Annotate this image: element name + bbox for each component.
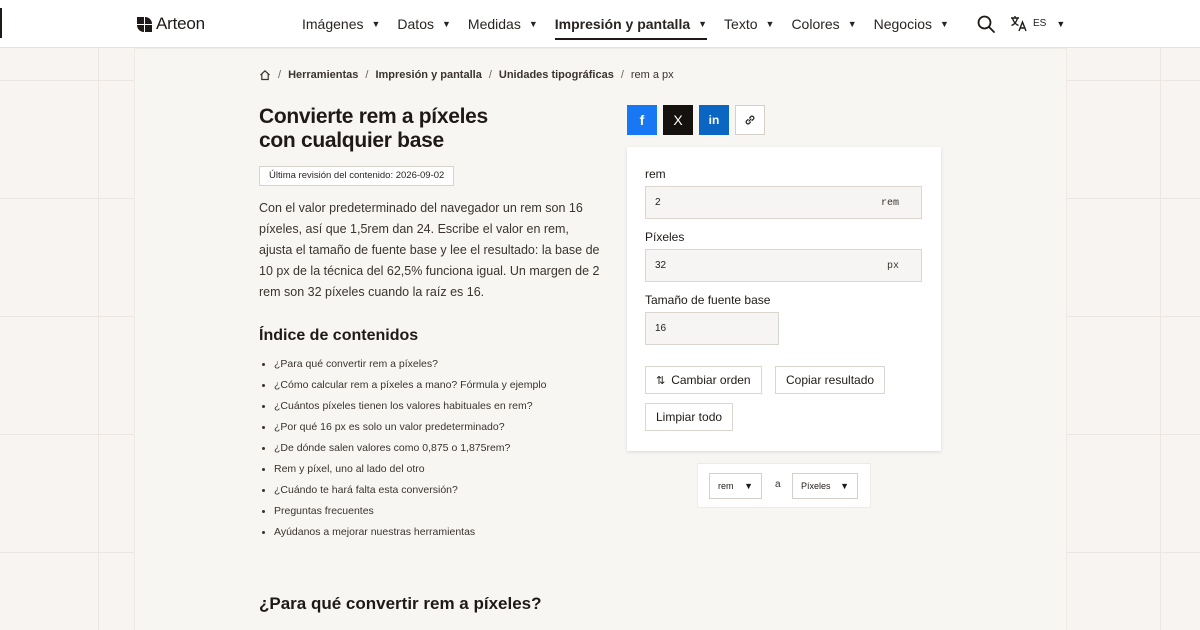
toc-item[interactable]: ¿Por qué 16 px es solo un valor predeterminado? <box>259 417 547 438</box>
toc-item[interactable]: ¿Cuándo te hará falta esta conversión? <box>259 480 547 501</box>
nav-item-impresion[interactable] <box>555 14 707 34</box>
breadcrumb-separator: / <box>620 69 624 81</box>
section-title: ¿Para qué convertir rem a píxeles? <box>259 594 542 613</box>
unit-selector <box>698 464 870 507</box>
linkedin-icon: in <box>708 113 720 127</box>
logo-icon <box>137 17 152 32</box>
from-unit-select[interactable] <box>709 473 762 499</box>
nav-item-medidas[interactable] <box>468 14 538 34</box>
to-unit-value: Píxeles <box>801 481 831 491</box>
intro-paragraph: Con el valor predeterminado del navegador un rem son 16 píxeles, así que 1,5rem dan 24. Escribe el valor en rem, ajusta el tamaño de fuente base y lee el resultado: la base de 10 px de la técnica del 62,5% funciona igual. Un margen de 2 rem son 32 píxeles cuando la raíz es 16. <box>259 201 600 299</box>
rem-unit: rem <box>880 198 899 209</box>
clear-all-button[interactable] <box>645 403 733 431</box>
copy-label: Copiar resultado <box>786 373 875 387</box>
toc-item[interactable]: ¿Cuántos píxeles tienen los valores habituales en rem? <box>259 396 547 417</box>
toc-item[interactable]: ¿Cómo calcular rem a píxeles a mano? Fórmula y ejemplo <box>259 375 547 396</box>
swap-icon: ⇅ <box>656 374 666 387</box>
toc-item[interactable]: ¿Para qué convertir rem a píxeles? <box>259 354 547 375</box>
main-nav <box>302 0 966 48</box>
breadcrumb-separator: / <box>365 69 369 81</box>
linkedin-share-button[interactable] <box>699 105 729 135</box>
swap-label: Cambiar orden <box>671 373 751 387</box>
toc-item[interactable]: Ayúdanos a mejorar nuestras herramientas <box>259 522 547 543</box>
caret-down-icon: ▼ <box>765 19 775 29</box>
search-icon[interactable] <box>976 14 996 34</box>
home-icon[interactable] <box>259 69 271 81</box>
to-unit-select[interactable] <box>792 473 858 499</box>
toc-item[interactable]: Rem y píxel, uno al lado del otro <box>259 459 547 480</box>
nav-label: Colores <box>791 16 840 32</box>
caret-down-icon: ▼ <box>1056 18 1066 29</box>
page-title-line1: Convierte rem a píxeles <box>259 105 488 128</box>
translate-icon <box>1010 15 1027 32</box>
clear-label: Limpiar todo <box>656 410 723 424</box>
rem-label: rem <box>645 167 666 181</box>
caret-down-icon: ▼ <box>847 19 857 29</box>
caret-down-icon: ▼ <box>939 19 949 29</box>
converter-panel <box>627 147 941 451</box>
language-code: ES <box>1033 18 1047 29</box>
px-label: Píxeles <box>645 230 685 244</box>
base-field[interactable] <box>645 312 779 345</box>
nav-label: Medidas <box>467 16 521 32</box>
nav-label: Imágenes <box>302 16 364 32</box>
brand-logo[interactable] <box>137 14 205 34</box>
copy-link-button[interactable] <box>735 105 765 135</box>
nav-label: Negocios <box>873 16 932 32</box>
share-bar <box>627 105 765 135</box>
window-edge <box>0 8 2 38</box>
table-of-contents <box>259 354 547 543</box>
px-unit: px <box>886 261 899 272</box>
caret-down-icon: ▼ <box>840 481 849 491</box>
base-label: Tamaño de fuente base <box>645 293 771 307</box>
caret-down-icon: ▼ <box>441 19 451 29</box>
brand-name: Arteon <box>156 14 205 33</box>
breadcrumb <box>259 69 674 81</box>
breadcrumb-impresion[interactable]: Impresión y pantalla <box>375 69 482 81</box>
nav-item-colores[interactable] <box>791 14 856 34</box>
nav-item-negocios[interactable] <box>874 14 949 34</box>
x-icon: X <box>673 112 683 128</box>
caret-down-icon: ▼ <box>528 19 538 29</box>
nav-item-datos[interactable] <box>397 14 451 34</box>
nav-item-texto[interactable] <box>724 14 774 34</box>
swap-button[interactable] <box>645 366 762 394</box>
unit-connector: a <box>775 479 781 490</box>
caret-down-icon: ▼ <box>371 19 381 29</box>
toc-item[interactable]: ¿De dónde salen valores como 0,875 o 1,875rem? <box>259 438 547 459</box>
breadcrumb-unidades[interactable]: Unidades tipográficas <box>498 69 614 81</box>
toc-title: Índice de contenidos <box>259 327 419 344</box>
page-title <box>259 105 579 153</box>
page-title-line2: con cualquier base <box>259 129 444 152</box>
nav-label: Datos <box>397 16 434 32</box>
toc-item[interactable]: Preguntas frecuentes <box>259 501 547 522</box>
breadcrumb-current: rem a px <box>630 69 674 81</box>
from-unit-value: rem <box>718 481 734 491</box>
rem-input[interactable] <box>646 187 921 218</box>
px-field[interactable] <box>645 249 922 282</box>
language-selector[interactable] <box>1010 15 1065 32</box>
caret-down-icon: ▼ <box>698 19 708 29</box>
facebook-icon: f <box>639 112 645 128</box>
link-icon <box>743 113 757 127</box>
breadcrumb-herramientas[interactable]: Herramientas <box>288 69 359 81</box>
site-header <box>0 0 1200 48</box>
nav-label: Texto <box>724 16 758 32</box>
breadcrumb-separator: / <box>488 69 492 81</box>
caret-down-icon: ▼ <box>744 481 753 491</box>
nav-item-imagenes[interactable] <box>302 14 380 34</box>
px-input[interactable] <box>646 250 921 281</box>
base-input[interactable] <box>646 313 778 344</box>
breadcrumb-separator: / <box>278 69 282 81</box>
nav-label: Impresión y pantalla <box>554 16 691 32</box>
facebook-share-button[interactable] <box>627 105 657 135</box>
revision-badge: Última revisión del contenido: 2026-09-02 <box>259 166 454 186</box>
main-content <box>135 49 1066 630</box>
rem-field[interactable] <box>645 186 922 219</box>
x-share-button[interactable] <box>663 105 693 135</box>
copy-result-button[interactable] <box>775 366 885 394</box>
